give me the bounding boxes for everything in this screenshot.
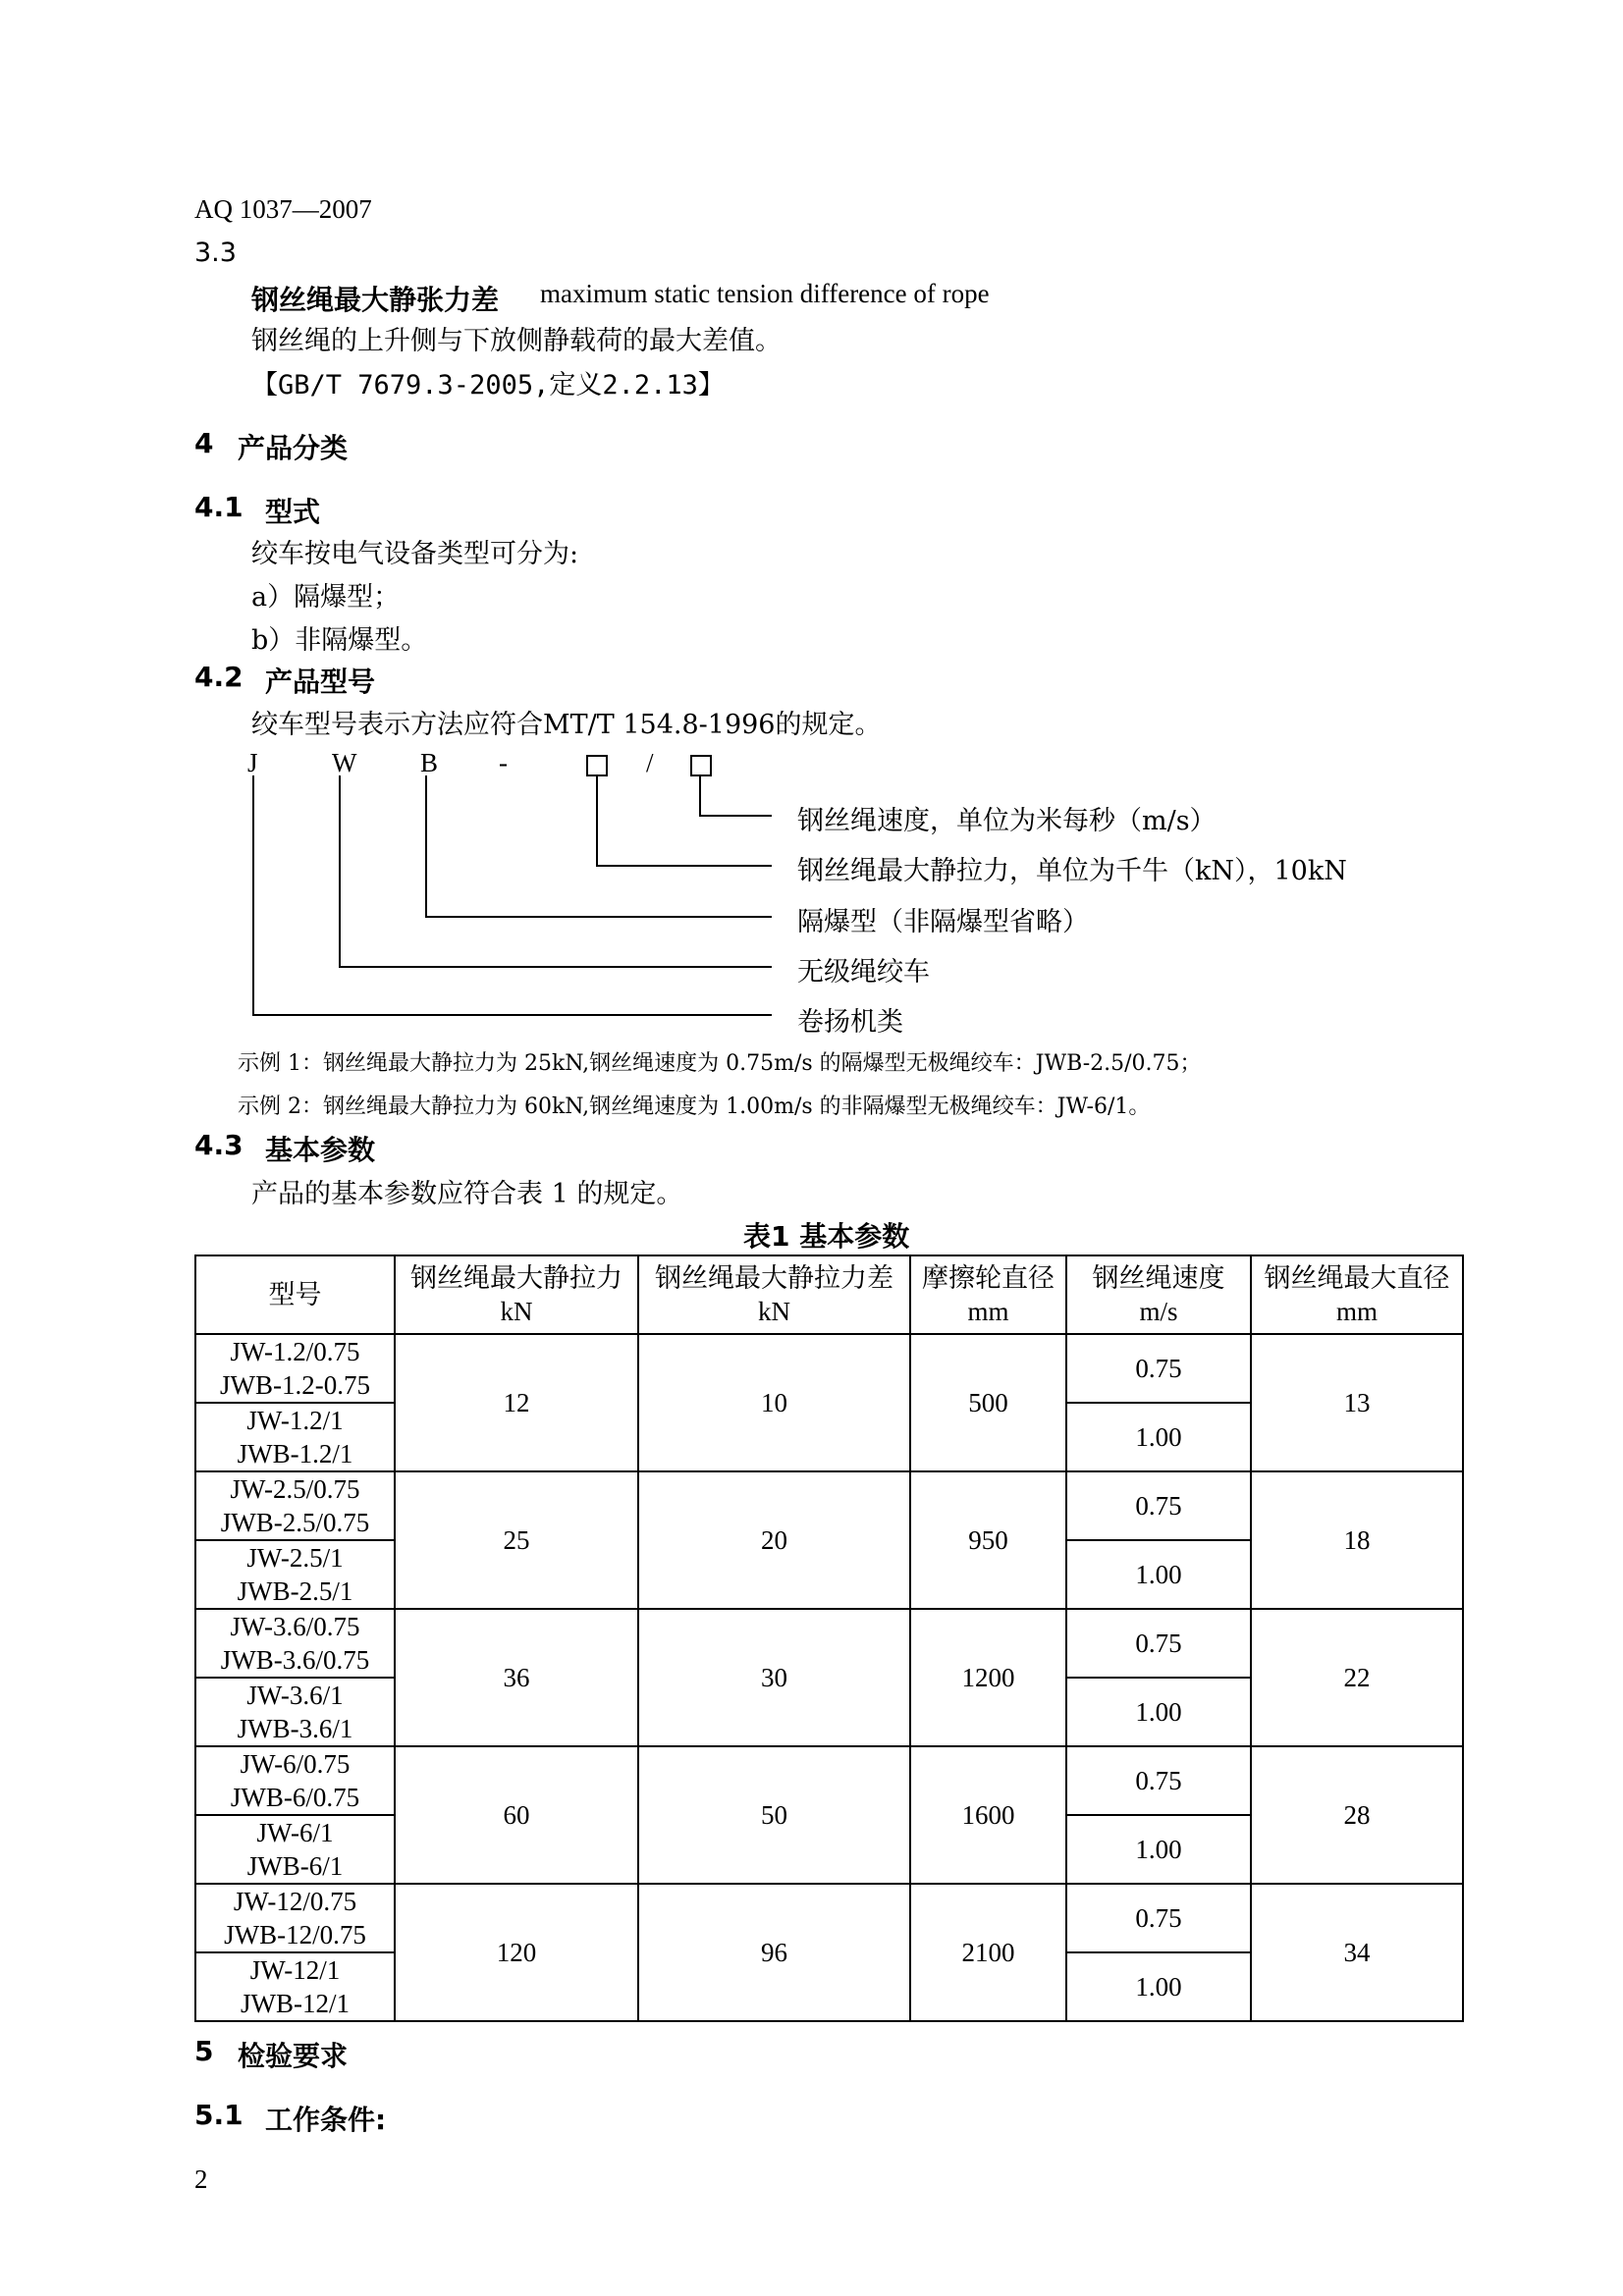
- table-row: [195, 1746, 1463, 1815]
- model-cell: JW-3.6/1 JWB-3.6/1: [195, 1678, 395, 1746]
- rope-diameter-cell: 13: [1251, 1334, 1463, 1471]
- rope-diameter-cell: 34: [1251, 1884, 1463, 2021]
- section-5-1-number: 5.1: [194, 2099, 243, 2131]
- header-friction-wheel-diameter: 摩擦轮直径 mm: [910, 1255, 1066, 1334]
- tension-cell: 120: [395, 1884, 638, 2021]
- section-3-3-definition: 钢丝绳的上升侧与下放侧静载荷的最大差值。: [251, 326, 782, 356]
- code-char-b: B: [420, 748, 439, 777]
- tension-cell: 25: [395, 1471, 638, 1609]
- section-4-3-number: 4.3: [194, 1129, 243, 1161]
- section-4-1-title: 型式: [265, 496, 321, 528]
- speed-box: [691, 756, 711, 775]
- tension-cell: 36: [395, 1609, 638, 1746]
- section-4-2-intro: 绞车型号表示方法应符合MT/T 154.8-1996的规定。: [251, 710, 882, 740]
- model-cell: JW-6/0.75 JWB-6/0.75: [195, 1746, 395, 1815]
- tension-cell: 12: [395, 1334, 638, 1471]
- speed-cell: 1.00: [1066, 1678, 1251, 1746]
- header-max-static-tension: 钢丝绳最大静拉力 kN: [395, 1255, 638, 1334]
- section-3-3-term-en: maximum static tension difference of rope: [540, 279, 990, 308]
- table-row: [195, 1609, 1463, 1678]
- model-cell: JW-1.2/1 JWB-1.2/1: [195, 1403, 395, 1471]
- speed-cell: 0.75: [1066, 1609, 1251, 1678]
- rope-diameter-cell: 28: [1251, 1746, 1463, 1884]
- table-row: [195, 1334, 1463, 1403]
- leader-line-endless-rope: [340, 775, 772, 967]
- header-max-static-tension-diff: 钢丝绳最大静拉力差 kN: [638, 1255, 910, 1334]
- leader-line-winch-class: [253, 775, 772, 1015]
- speed-cell: 0.75: [1066, 1884, 1251, 1952]
- wheel-diameter-cell: 950: [910, 1471, 1066, 1609]
- section-5-title: 检验要求: [238, 2040, 349, 2072]
- code-label-winch-class: 卷扬机类: [797, 1007, 903, 1038]
- speed-cell: 0.75: [1066, 1471, 1251, 1540]
- wheel-diameter-cell: 1600: [910, 1746, 1066, 1884]
- code-char-dash: -: [499, 748, 508, 777]
- leader-line-speed: [700, 775, 772, 816]
- tension-diff-cell: 96: [638, 1884, 910, 2021]
- speed-cell: 1.00: [1066, 1952, 1251, 2021]
- model-cell: JW-2.5/0.75 JWB-2.5/0.75: [195, 1471, 395, 1540]
- code-label-explosion-proof: 隔爆型（非隔爆型省略）: [797, 907, 1089, 937]
- section-4-3-intro: 产品的基本参数应符合表 1 的规定。: [251, 1179, 683, 1209]
- section-4-1-item-b: b）非隔爆型。: [251, 625, 428, 656]
- wheel-diameter-cell: 2100: [910, 1884, 1066, 2021]
- section-4-1-intro: 绞车按电气设备类型可分为:: [251, 539, 579, 569]
- code-label-tension: 钢丝绳最大静拉力，单位为千牛（kN），10kN: [797, 856, 1347, 886]
- section-4-number: 4: [194, 427, 214, 459]
- example-2: 示例 2：钢丝绳最大静拉力为 60kN,钢丝绳速度为 1.00m/s 的非隔爆型无极绳绞车：JW-6/1。: [238, 1095, 1151, 1119]
- code-label-speed: 钢丝绳速度，单位为米每秒（m/s）: [797, 806, 1217, 836]
- section-3-3-source: 【GB/T 7679.3-2005,定义2.2.13】: [251, 370, 725, 400]
- code-char-slash: /: [646, 748, 654, 777]
- model-cell: JW-12/0.75 JWB-12/0.75: [195, 1884, 395, 1952]
- wheel-diameter-cell: 500: [910, 1334, 1066, 1471]
- speed-cell: 1.00: [1066, 1540, 1251, 1609]
- section-4-title: 产品分类: [238, 432, 349, 464]
- section-3-3-term-cn: 钢丝绳最大静张力差: [251, 284, 500, 316]
- leader-line-explosion-proof: [426, 775, 772, 917]
- model-cell: JW-1.2/0.75 JWB-1.2-0.75: [195, 1334, 395, 1403]
- rope-diameter-cell: 18: [1251, 1471, 1463, 1609]
- rope-diameter-cell: 22: [1251, 1609, 1463, 1746]
- table-row: [195, 1471, 1463, 1540]
- speed-cell: 1.00: [1066, 1403, 1251, 1471]
- code-label-endless-rope: 无级绳绞车: [797, 957, 930, 988]
- section-4-1-item-a: a）隔爆型；: [251, 582, 401, 613]
- wheel-diameter-cell: 1200: [910, 1609, 1066, 1746]
- tension-diff-cell: 50: [638, 1746, 910, 1884]
- section-4-3-title: 基本参数: [265, 1134, 376, 1166]
- table-caption: 表1 基本参数: [743, 1220, 910, 1253]
- header-rope-speed: 钢丝绳速度 m/s: [1066, 1255, 1251, 1334]
- tension-diff-cell: 30: [638, 1609, 910, 1746]
- tension-diff-cell: 20: [638, 1471, 910, 1609]
- leader-line-tension: [597, 775, 772, 866]
- code-char-w: W: [332, 748, 357, 777]
- code-char-j: J: [247, 748, 258, 777]
- section-5-1-title: 工作条件:: [265, 2104, 387, 2136]
- basic-parameters-table: [194, 1255, 1464, 2022]
- speed-cell: 1.00: [1066, 1815, 1251, 1884]
- table-row: [195, 1884, 1463, 1952]
- speed-cell: 0.75: [1066, 1746, 1251, 1815]
- section-4-2-number: 4.2: [194, 661, 243, 693]
- speed-cell: 0.75: [1066, 1334, 1251, 1403]
- model-cell: JW-3.6/0.75 JWB-3.6/0.75: [195, 1609, 395, 1678]
- header-max-rope-diameter: 钢丝绳最大直径 mm: [1251, 1255, 1463, 1334]
- tension-cell: 60: [395, 1746, 638, 1884]
- example-1: 示例 1：钢丝绳最大静拉力为 25kN,钢丝绳速度为 0.75m/s 的隔爆型无极绳绞车：JWB-2.5/0.75；: [238, 1051, 1202, 1076]
- header-model: 型号: [195, 1255, 395, 1334]
- model-cell: JW-2.5/1 JWB-2.5/1: [195, 1540, 395, 1609]
- model-cell: JW-12/1 JWB-12/1: [195, 1952, 395, 2021]
- document-code: AQ 1037—2007: [194, 194, 372, 224]
- section-5-number: 5: [194, 2035, 214, 2067]
- section-3-3-number: 3.3: [194, 238, 237, 268]
- tension-diff-cell: 10: [638, 1334, 910, 1471]
- section-4-2-title: 产品型号: [265, 666, 376, 698]
- table-header-row: [195, 1255, 1463, 1334]
- model-cell: JW-6/1 JWB-6/1: [195, 1815, 395, 1884]
- tension-box: [587, 756, 607, 775]
- page-number: 2: [194, 2164, 208, 2194]
- section-4-1-number: 4.1: [194, 491, 243, 523]
